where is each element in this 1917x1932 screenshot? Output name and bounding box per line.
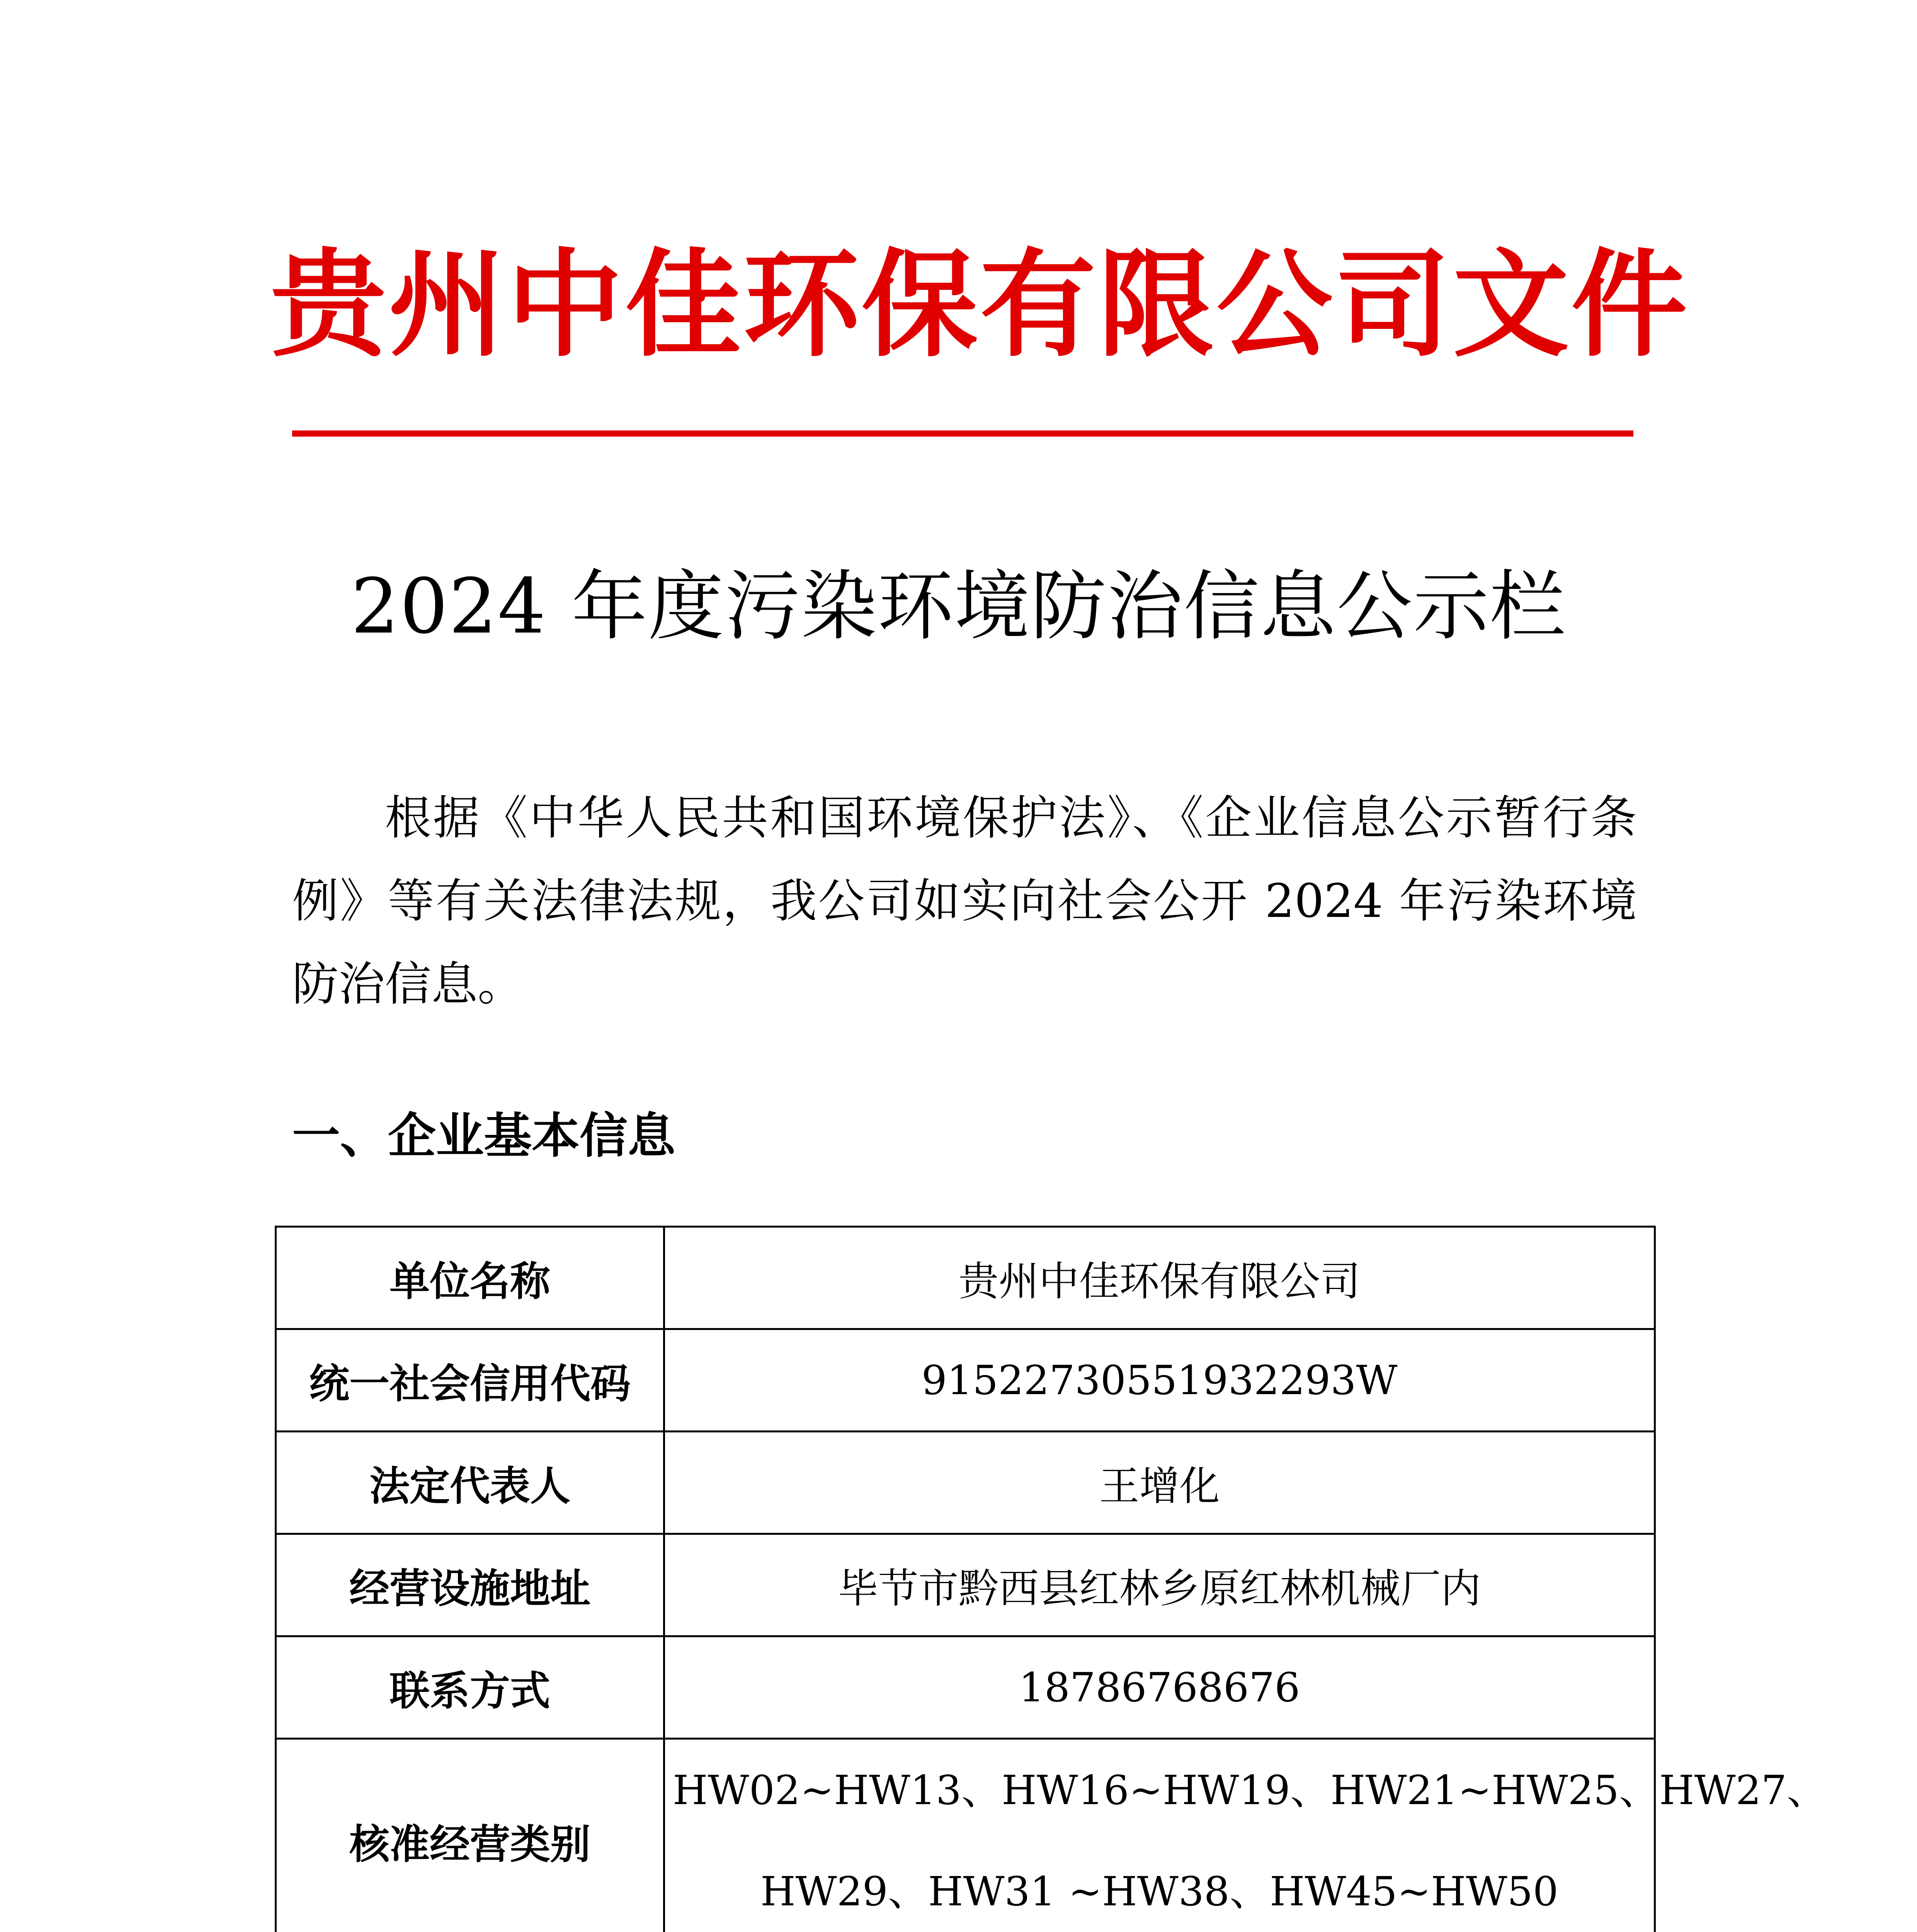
row-value: 贵州中佳环保有限公司 — [664, 1227, 1655, 1329]
row-value: 王增化 — [664, 1432, 1655, 1534]
row-label: 法定代表人 — [276, 1432, 664, 1534]
red-header-rule — [292, 430, 1633, 437]
basic-info-table — [275, 1226, 1827, 1932]
document-title: 2024 年度污染环境防治信息公示栏 — [350, 563, 1567, 651]
row-value — [664, 1739, 1827, 1932]
row-value: 91522730551932293W — [664, 1329, 1655, 1432]
table-row-facility-address — [276, 1534, 1655, 1636]
row-label: 核准经营类别 — [276, 1739, 664, 1932]
row-label: 统一社会信用代码 — [276, 1329, 664, 1432]
row-value: 毕节市黔西县红林乡原红林机械厂内 — [664, 1534, 1655, 1636]
row-value: 18786768676 — [664, 1636, 1655, 1739]
row-value-line-2: HW29、HW31 ~HW38、HW45~HW50 — [760, 1868, 1558, 1915]
table-row-contact — [276, 1636, 1655, 1739]
row-value-line-1: HW02~HW13、HW16~HW19、HW21~HW25、HW27、 — [673, 1767, 1827, 1814]
intro-paragraph: 根据《中华人民共和国环境保护法》、《企业信息公示暂行条例》等有关法律法规，我公司如实向社会公开 2024 年污染环境防治信息。 — [292, 791, 1637, 1011]
table-row-legal-representative — [276, 1432, 1655, 1534]
section-heading-basic-info: 一、企业基本信息 — [292, 1108, 676, 1164]
row-label: 单位名称 — [276, 1227, 664, 1329]
row-label: 经营设施地址 — [276, 1534, 664, 1636]
company-header-title: 贵州中佳环保有限公司文件 — [270, 238, 1689, 372]
table-row-approved-categories — [276, 1739, 1655, 1932]
row-label: 联系方式 — [276, 1636, 664, 1739]
table-row-company-name — [276, 1227, 1655, 1329]
table-row-credit-code — [276, 1329, 1655, 1432]
